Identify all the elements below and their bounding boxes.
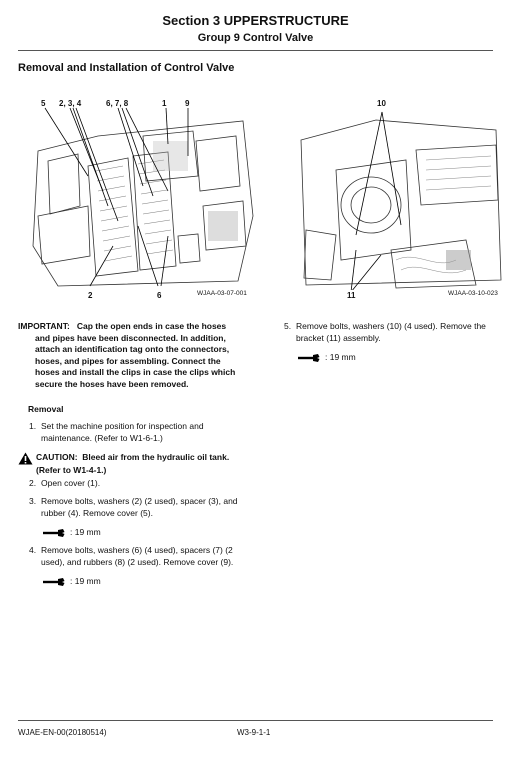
- step-1: [29, 421, 269, 444]
- step-5: [284, 321, 499, 344]
- step-number: 2.: [29, 478, 37, 488]
- important-line: hoses and install the clips in case the clips which: [35, 367, 236, 377]
- wrench-icon: [297, 353, 321, 363]
- footer-page-number: W3-9-1-1: [237, 728, 271, 737]
- important-line: Cap the open ends in case the hoses: [76, 321, 227, 331]
- wrench-spec: [42, 576, 101, 588]
- step-line: rubber (4). Remove cover (5).: [41, 507, 153, 518]
- figure-right-id: WJAA-03-10-023: [448, 290, 498, 297]
- figure-left-illustration: [18, 96, 258, 301]
- wrench-icon: [42, 577, 66, 587]
- step-line: Set the machine position for inspection and: [41, 421, 204, 431]
- wrench-size: : 19 mm: [70, 576, 101, 586]
- important-note: [18, 321, 268, 390]
- group-title: Group 9 Control Valve: [197, 32, 314, 44]
- important-label: IMPORTANT:: [18, 321, 70, 331]
- caution-text: Bleed air from the hydraulic oil tank.: [82, 452, 230, 462]
- important-line: attach an identification tag onto the connectors,: [35, 344, 230, 354]
- figure-left-id: WJAA-03-07-001: [197, 290, 247, 297]
- callout-1: 1: [162, 99, 167, 108]
- step-number: 3.: [29, 496, 37, 506]
- wrench-icon: [42, 528, 66, 538]
- callout-5: 5: [41, 99, 46, 108]
- caution-note: [18, 452, 268, 477]
- callout-6-bottom: 6: [157, 291, 162, 300]
- wrench-size: : 19 mm: [70, 527, 101, 537]
- callout-10: 10: [377, 99, 386, 108]
- callout-11: 11: [347, 291, 356, 300]
- step-4: [29, 545, 274, 568]
- step-number: 4.: [29, 545, 37, 555]
- step-line: Remove bolts, washers (10) (4 used). Remove the: [296, 321, 486, 331]
- wrench-spec: [297, 352, 356, 364]
- figure-left: [18, 96, 258, 301]
- wrench-size: : 19 mm: [325, 352, 356, 362]
- step-line: used), and rubbers (8) (2 used). Remove cover (9).: [41, 556, 234, 567]
- step-line: bracket (11) assembly.: [296, 332, 381, 343]
- removal-heading: Removal: [28, 404, 64, 414]
- important-line: and pipes have been disconnected. In addition,: [35, 332, 226, 343]
- important-line: hoses, and pipes for assembling. Connect the: [35, 355, 221, 366]
- step-line: Remove bolts, washers (2) (2 used), spacer (3), and: [41, 496, 238, 506]
- step-number: 5.: [284, 321, 292, 331]
- header-rule: [18, 50, 493, 51]
- subsection-title: Removal and Installation of Control Valve: [18, 62, 235, 74]
- callout-2-bottom: 2: [88, 291, 93, 300]
- caution-label: CAUTION:: [36, 452, 78, 462]
- figure-right: [296, 110, 503, 290]
- section-title: Section 3 UPPERSTRUCTURE: [162, 13, 349, 28]
- step-line: Open cover (1).: [41, 478, 101, 488]
- step-line: maintenance. (Refer to W1-6-1.): [41, 432, 163, 443]
- callout-9: 9: [185, 99, 190, 108]
- footer-rule: [18, 720, 493, 721]
- wrench-spec: [42, 527, 101, 539]
- important-line: secure the hoses have been removed.: [35, 378, 189, 389]
- step-line: Remove bolts, washers (6) (4 used), spacers (7) (2: [41, 545, 233, 555]
- callout-6-7-8: 6, 7, 8: [106, 99, 129, 108]
- caution-text: (Refer to W1-4-1.): [36, 465, 107, 475]
- step-number: 1.: [29, 421, 37, 431]
- step-3: [29, 496, 269, 519]
- caution-triangle-icon: [18, 452, 33, 465]
- step-2: [29, 478, 269, 490]
- footer-doc-id: WJAE-EN-00(20180514): [18, 728, 107, 737]
- figure-right-illustration: [296, 110, 503, 290]
- callout-2-3-4: 2, 3, 4: [59, 99, 82, 108]
